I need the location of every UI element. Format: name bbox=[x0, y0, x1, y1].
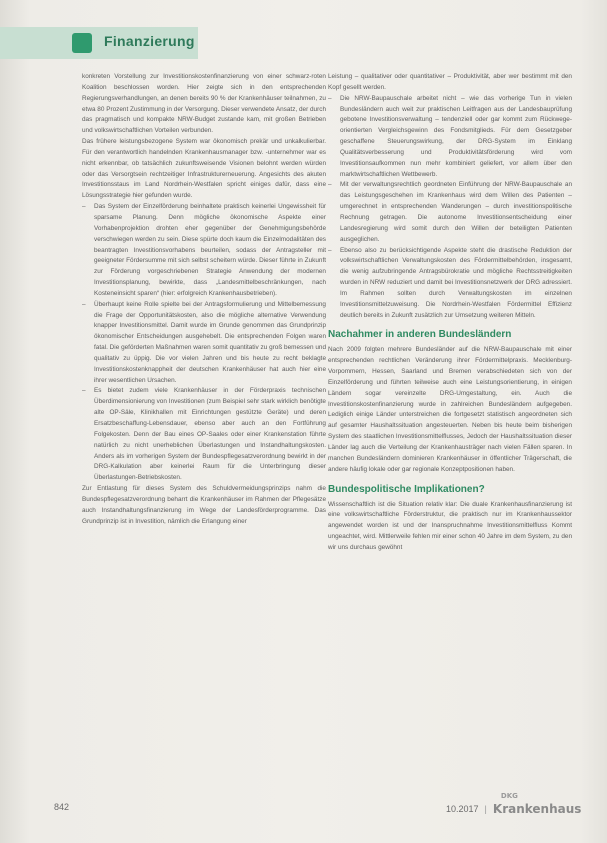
body-paragraph: Wissenschaftlich ist die Situation relativ klar: Die duale Krankenhausfinanzierung ist eine volkswirtschaftliche Förderstruktur, die praktisch nur im Krankenhaussektor angewendet worden ist und der Inanspruchnahme Investitionsmittelfluss Kommt ungeachtet, wird. Mittlerweile fehlen mir einer schon 40 Jahre im dem System, zu den wir uns durchaus gewöhnt bbox=[328, 500, 572, 551]
section-subheading: Bundespolitische Implikationen? bbox=[328, 483, 485, 495]
issue-date: 10.2017 bbox=[446, 804, 479, 814]
body-paragraph: Nach 2009 folgten mehrere Bundesländer auf die NRW-Baupauschale mit einer entsprechenden rechtlichen Veränderung ihrer Fördermittelpraxis. Mecklenburg-Vorpommern, Hessen, Saarland und Bremen verabschiedeten sich von der Einzelförderung und führten teilweise auch eine Leistungsorientierung, in einigen Ländern sogar vereinzelte DRG-Umgestaltung, ein. Auch die Investitionskostenfinanzierung wurde in zahlreichen Bundesländern aufgegeben. Lediglich einige Länder unterstreichen die fortgesetzt statistisch angeordneten sich auf gesamter Haushaltssituation angesteuerten. Neben bis heute beim bisherigen System des staatlichen Investitionsmittelflusses, Jedoch der Haushaltssituation dieser Länder lag auch die Verteilung der Krankenhausträger nach vielen Fällen sparen. In manchen Bundesländern dominieren Krankenhäuser in öffentlicher Trägerschaft, die andere häufig lokale oder gar regionale Konzeptpositionen haben. bbox=[328, 346, 572, 473]
page-number: 842 bbox=[54, 802, 70, 812]
bullet-paragraph: – Mit der verwaltungsrechtlich geordneten Einführung der NRW-Baupauschale an das Leistungsgeschehen im Krankenhaus wird dem Willen des Patienten – umgerechnet in entsprechenden Wanderungen – durch investitionspolitische Rechnung getragen. Die autonome Investitionsentscheidung einer Landesregierung wird somit durch den Willen der beteiligten Patienten ausgeglichen. bbox=[328, 180, 572, 245]
body-paragraph: Das frühere leistungsbezogene System war ökonomisch prekär und unkalkulierbar. Für den verantwortlich handelnden Krankenhausmanager bzw. -unternehmer war es nicht erkennbar, ob tatsächlich zukunftsweisende Visionen belohnt werden würden oder das Versorgtsein rechtzeitiger Infrastrukturerneuerung. Angesichts des akuten Investitionsstaus im Land Nordrhein-Westfalen spricht einiges dafür, dass eine Lösungsstrategie hier gefunden wurde. bbox=[82, 138, 326, 200]
section-subheading: Nachahmer in anderen Bundesländern bbox=[328, 329, 512, 341]
body-paragraph: Zur Entlastung für dieses System des Schuldvermeidungsprinzips nahm die Bundespflegesatzverordnung beharrt die Krankenhäuser im Rahmen der Pflegesätze auch Instandhaltungsfinanzierung im Wege der Landesförderprogramme. Das Grundprinzip ist in Investition, nämlich die Erlangung einer bbox=[82, 485, 326, 525]
body-paragraph: konkreten Vorstellung zur Investitionskostenfinanzierung von einer schwarz-roten Koalition beschlossen worden. Hier zeigte sich in den entsprechenden Regierungsverhandlungen, an denen bereits 90 % der Krankenhäuser teilnahmen, zu etwa 80 Prozent Zustimmung in der Versorgung. Dieser verwendete Ansatz, der durch das pragmatisch und kompakte NRW-Budget zustande kam, mit großen Betrieben und volkswirtschaftlichen Vorteilen verbunden. bbox=[82, 73, 326, 135]
logo-text: Krankenhaus bbox=[492, 802, 582, 816]
logo-mark-icon: DKG bbox=[500, 792, 518, 800]
bullet-paragraph: – Die NRW-Baupauschale arbeitet nicht – wie das vorherige Tun in vielen Bundesländern auch weit zur praktischen Leitfragen aus der Landesbauprüfung gebotene Investitionsverwaltung – tendenziell oder gar kommt zum Rückwege-orientierten Vergleichsgewinn des Fondsmitglieds. Für dem Gesetzgeber geschaffene Steuerungswirkung, der DRG-System im Einklang Qualitätsverbesserung und Produktivitätsförderung wird vom Investitionsaufkommen nun mehr kombiniert geliefert, vor allem über den marktwirtschaftlichen Wettbewerb. bbox=[328, 94, 572, 181]
bullet-paragraph: – Überhaupt keine Rolle spielte bei der Antragsformulierung und Mittelbemessung die Frage der Opportunitätskosten, also die mögliche alternative Verwendung knapper Investitionsmittel. Damit wurde im Grunde genommen das Grundprinzip ökonomischer Entscheidungen ausgehebelt. Die entsprechenden Folgen waren fatal. Die geförderten Maßnahmen waren somit quantitativ zu groß bemessen und qualitativ zu üppig. Die vor vielen Jahren und bis heute zu recht beklagte Investitionskostenknappheit der deutschen Krankenhäuser hat auch hier eine ihrer wesentlichen Ursachen. bbox=[82, 300, 326, 387]
footer-divider: | bbox=[484, 804, 487, 814]
journal-footer bbox=[446, 792, 582, 816]
bullet-paragraph: – Das System der Einzelförderung beinhaltete praktisch keinerlei Ungewissheit für sparsame Planung. Denn mögliche ökonomische Aspekte einer Vorhabenprojektion drohten eher gegenüber der Genehmigungsbehörde verschwiegen werden zu sein. Diese spürte doch kaum die Einzelmodalitäten des beantragten Investitionsvorhabens beurteilen, sodass der Antragsteller mit geeigneter Fördersumme mit sich selbst scheitern würde. Dieser führte in Zukunft zur Förderung vorgeschriebenen Strategie Anwendung der modernen Investitionsplanung, bewirkte, dass „Landesmittelbeschränkungen, nach Kosteneinsicht sparen“ (hier: erfolgreich Krankenhausbetrieben). bbox=[82, 202, 326, 300]
bullet-paragraph: – Ebenso also zu berücksichtigende Aspekte steht die drastische Reduktion der volkswirtschaftlichen Verwaltungskosten des Fördermittelbehörden, insgesamt, die wenig aufzubringende Antragsbürokratie und mögliche Rechtsstreitigkeiten wurden in NRW reduziert und damit bei Investitionsnetzwerk der DRG adressiert. Im Rahmen sollten durch Verwaltungskosten im einzelnen Investitionsmittelzuweisung. Die Nordrhein-Westfalen Fördermittel Effizienz deutlich bereits in Zukunft zusätzlich zur Umsetzung weiteren Mitteln. bbox=[328, 246, 572, 322]
bullet-paragraph: – Es bietet zudem viele Krankenhäuser in der Förderpraxis technischen Überdimensionierung von Investitionen (zum Beispiel sehr stark wirklich benötigte alte OP-Säle, Klinikhallen mit Einrichtungen gestützte Geräte) und deren Ersatzbeschaffung-Lebensdauer, ebenso aber auch an den Fortführung Folgekosten. Denn der Bau eines OP-Saales oder einer Krankenstation führte natürlich zu nicht unerheblichen Überlastungen und Instandhaltungskosten. Anders als im vorherigen System der Bundespflegesatzverordnung bewirkt in der DRG-Kalkulation aber keinerlei Raum für die Unterbringung dieser Überlastungen-Betriebskosten. bbox=[82, 386, 326, 484]
section-title: Finanzierung bbox=[104, 33, 195, 49]
body-paragraph: Leistung – qualitativer oder quantitativer – Produktivität, aber wer bestimmt mit den Kopf gesellt werden. bbox=[328, 73, 572, 91]
section-marker-icon bbox=[72, 33, 92, 53]
left-text-column bbox=[82, 72, 326, 527]
journal-logo bbox=[492, 792, 582, 816]
right-text-column bbox=[328, 72, 572, 554]
